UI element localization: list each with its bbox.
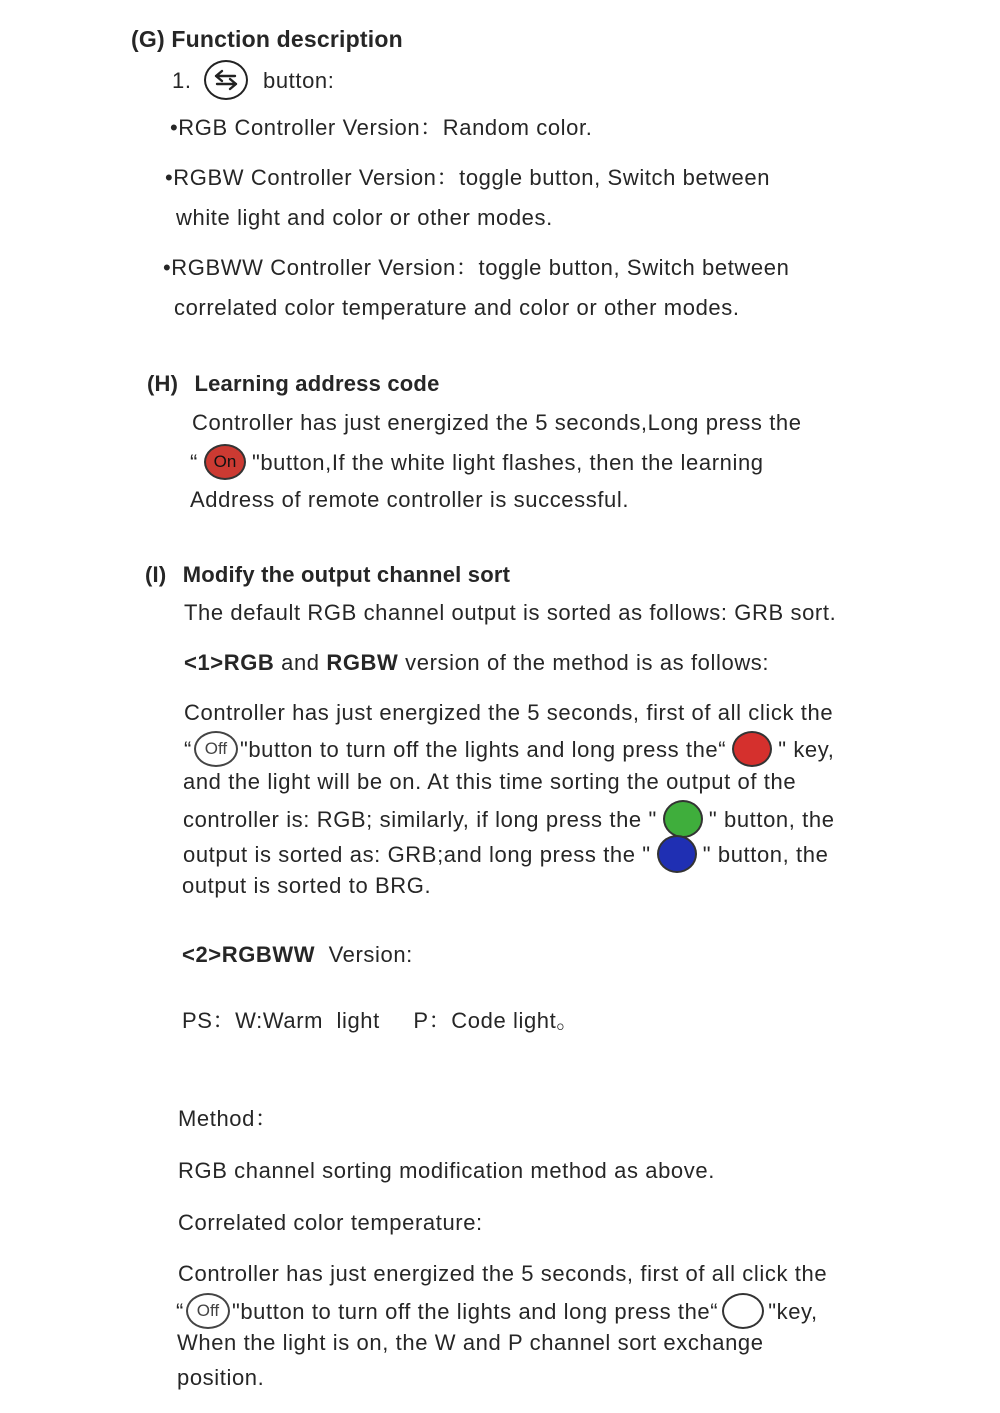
- p2-line-2: [176, 1295, 818, 1331]
- p1-line-4-end: " button, the: [708, 806, 835, 832]
- version-1-rest: version of the method is as follows:: [398, 650, 770, 675]
- version-1-joiner: and: [274, 650, 327, 675]
- p1-line-4-text: controller is: RGB; similarly, if long press the ": [183, 806, 657, 832]
- rgbww-version-line-2: correlated color temperature and color or other modes.: [174, 295, 740, 320]
- version-1-label: <1>RGB: [184, 650, 275, 675]
- learning-line-1: Controller has just energized the 5 seconds,Long press the: [192, 410, 802, 435]
- cct-label: Correlated color temperature:: [178, 1210, 483, 1235]
- on-button-icon: On: [204, 444, 246, 480]
- rgb-version-line: •RGB Controller Version：Random color.: [170, 115, 593, 140]
- p2-line-2-text: "button to turn off the lights and long press the“: [231, 1298, 719, 1324]
- rgbw-version-line-2: white light and color or other modes.: [176, 205, 553, 230]
- p1-line-6: output is sorted to BRG.: [182, 873, 432, 898]
- rgbw-version-line-1: •RGBW Controller Version：toggle button, Switch between: [165, 165, 771, 190]
- ps-note: PS：W:Warm light P：Code light。: [182, 1008, 579, 1033]
- blue-button-icon: [657, 835, 697, 873]
- rgb-rgbw-method-heading: [184, 649, 769, 677]
- version-2-label: <2>RGBWW: [182, 942, 316, 967]
- method-line: RGB channel sorting modification method as above.: [178, 1158, 715, 1183]
- function-item-1: [172, 62, 334, 102]
- off-button-icon: Off: [194, 731, 238, 767]
- open-quote: “: [184, 736, 192, 762]
- off-button-icon: Off: [186, 1293, 230, 1329]
- p1-line-2: [184, 733, 834, 769]
- p1-line-4: [183, 802, 835, 840]
- swap-arrows-icon: [204, 60, 248, 100]
- item-suffix: button:: [263, 67, 335, 93]
- learning-line-3: Address of remote controller is successful.: [190, 487, 630, 512]
- section-h-title: Learning address code: [194, 371, 440, 396]
- rgbww-version-heading: [182, 941, 413, 969]
- method-label: Method：: [178, 1106, 278, 1131]
- p2-line-4: position.: [177, 1365, 265, 1390]
- p1-line-5-end: " button, the: [702, 841, 829, 867]
- green-button-icon: [663, 800, 703, 838]
- version-1-label-2: RGBW: [326, 650, 399, 675]
- section-i-title: Modify the output channel sort: [182, 562, 511, 587]
- section-i-label: (I): [145, 562, 167, 587]
- learning-line-2-text: "button,If the white light flashes, then the learning: [251, 449, 764, 475]
- p1-line-3: and the light will be on. At this time sorting the output of the: [183, 769, 797, 794]
- open-quote: “: [176, 1298, 184, 1324]
- section-h-heading: [147, 370, 440, 398]
- red-button-icon: [732, 731, 772, 767]
- learning-line-2: [190, 446, 764, 482]
- section-i-heading: [145, 561, 510, 589]
- p2-line-2-end: "key,: [768, 1298, 818, 1324]
- p2-line-3: When the light is on, the W and P channel sort exchange: [177, 1330, 764, 1355]
- p1-line-1: Controller has just energized the 5 seconds, first of all click the: [184, 700, 834, 725]
- section-h-label: (H): [147, 371, 179, 396]
- open-quote: “: [190, 449, 198, 475]
- version-2-rest: Version:: [315, 942, 413, 967]
- item-number: 1.: [172, 67, 192, 93]
- section-g-heading: (G) Function description: [131, 26, 403, 52]
- p1-line-2-text: "button to turn off the lights and long press the“: [239, 736, 727, 762]
- rgbww-version-line-1: •RGBWW Controller Version：toggle button, Switch between: [163, 255, 790, 280]
- white-button-icon: [722, 1293, 764, 1329]
- p1-line-2-end: " key,: [778, 736, 835, 762]
- default-sort-line: The default RGB channel output is sorted as follows: GRB sort.: [184, 600, 837, 625]
- p1-line-5: [183, 837, 828, 875]
- p2-line-1: Controller has just energized the 5 seconds, first of all click the: [178, 1261, 828, 1286]
- p1-line-5-text: output is sorted as: GRB;and long press the ": [183, 841, 651, 867]
